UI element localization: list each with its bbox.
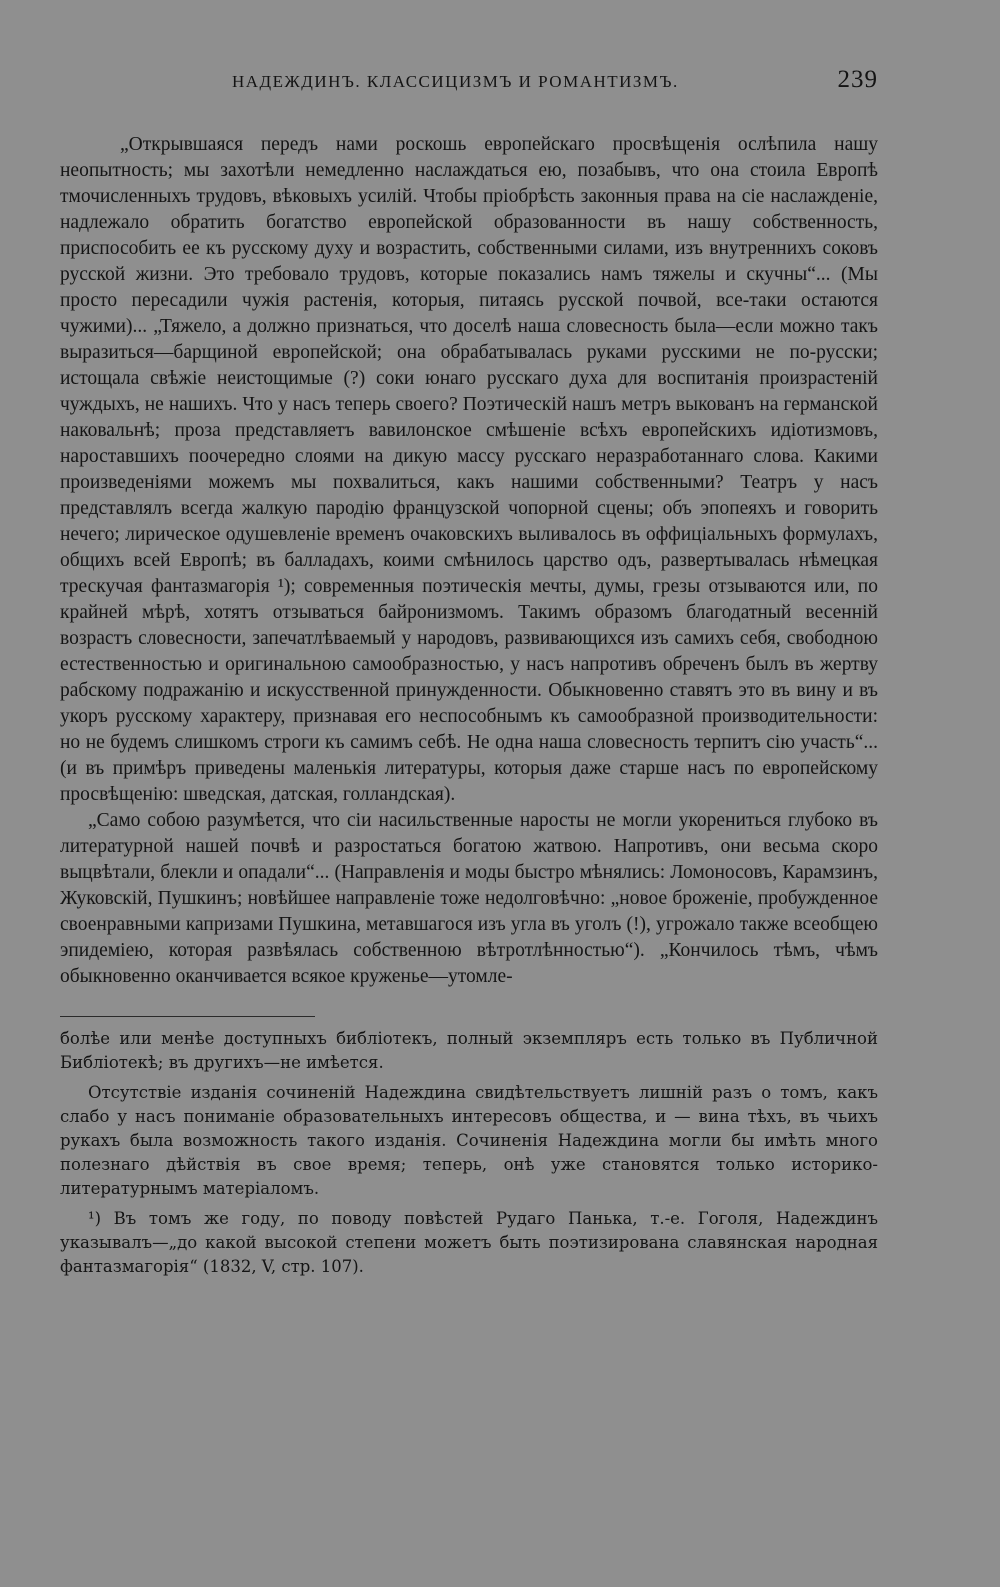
footnote-1: ¹) Въ томъ же году, по поводу повѣстей Рудаго Панька, т.-е. Гоголя, Надеждинъ указывалъ—„до какой высокой степени можетъ быть поэтизирована славянская народная фантазмагорія“ (1832, V, стр. 107). — [60, 1209, 878, 1276]
footnote-divider — [60, 1016, 315, 1017]
footnote: Отсутствіе изданія сочиненій Надеждина свидѣтельствуетъ лишній разъ о томъ, какъ слабо у насъ пониманіе образовательныхъ интересовъ общества, и — вина тѣхъ, въ чьихъ рукахъ была возможность такого изданія. Сочиненія Надеждина могли бы имѣть много полезнаго дѣйствія въ свое время; теперь, онѣ уже становятся только историко-литературнымъ матеріаломъ. — [60, 1083, 878, 1198]
running-title: НАДЕЖДИНЪ. КЛАССИЦИЗМЪ И РОМАНТИЗМЪ. — [232, 72, 679, 91]
paragraph: „Открывшаяся передъ нами роскошь европейскаго просвѣщенія ослѣпила нашу неопытность; мы захотѣли немедленно наслаждаться ею, позабывъ, что она стоила Европѣ тмочисленныхъ трудовъ, вѣковыхъ усилій. Чтобы пріобрѣсть законныя права на сіе наслажденіе, надлежало обратить богатство европейской образованности въ нашу собственность, приспособить ее къ русскому духу и возрастить, собственными силами, изъ внутреннихъ соковъ русской жизни. Это требовало трудовъ, которые показались намъ тяжелы и скучны“... (Мы просто пересадили чужія растенія, которыя, питаясь русской почвой, все-таки остаются чужими)... „Тяжело, а должно признаться, что доселѣ наша словесность была—если можно такъ выразиться—барщиной европейской; она обрабатывалась руками русскими не по-русски; истощала свѣжіе неистощимые (?) соки юнаго русскаго духа для воспитанія произрастеній чуждыхъ, не нашихъ. Что у насъ теперь своего? Поэтическій нашъ метръ выкованъ на германской наковальнѣ; проза представляетъ вавилонское смѣшеніе всѣхъ европейскихъ идіотизмовъ, нароставшихъ поочередно слоями на дикую массу русскаго неразработаннаго слова. Какими произведеніями можемъ мы похвалиться, какъ нашими собственными? Театръ у насъ представлялъ всегда жалкую пародію французской чопорной сцены; объ эпопеяхъ и говорить нечего; лирическое одушевленіе временъ очаковскихъ выливалось въ оффиціальныхъ формулахъ, общихъ всей Европѣ; въ балладахъ, коими смѣнилось царство одъ, развертывалась нѣмецкая трескучая фантазмагорія ¹); современныя поэтическія мечты, думы, грезы отзываются или, по крайней мѣрѣ, хотятъ отзываться байронизмомъ. Такимъ образомъ благодатный весенній возрастъ словесности, запечатлѣваемый у народовъ, развивающихся изъ самихъ себя, свободною естественностью и оригинальною самообразностью, у насъ напротивъ обреченъ былъ въ жертву рабскому подражанію и искусственной принужденности. Обыкновенно ставятъ это въ вину и въ укоръ русскому характеру, признавая его неспособнымъ къ самообразной производительности: но не будемъ слишкомъ строги къ самимъ себѣ. Не одна наша словесность терпитъ сію участь“... (и въ примѣръ приведены маленькія литературы, которыя даже старше насъ по европейскому просвѣщенію: шведская, датская, голландская). — [60, 134, 878, 805]
running-head — [60, 66, 878, 108]
book-page — [60, 66, 878, 1285]
main-text — [60, 132, 878, 990]
footnote-continuation: болѣе или менѣе доступныхъ библіотекъ, полный экземпляръ есть только въ Публичной Библіотекѣ; въ другихъ—не имѣется. — [60, 1029, 878, 1072]
footnotes — [60, 1027, 878, 1279]
paragraph: „Само собою разумѣется, что сіи насильственные наросты не могли укорениться глубоко въ литературной нашей почвѣ и разростаться богатою жатвою. Напротивъ, они весьма скоро выцвѣтали, блекли и опадали“... (Направленія и моды быстро мѣнялись: Ломоносовъ, Карамзинъ, Жуковскій, Пушкинъ; новѣйшее направленіе тоже недолговѣчно: „новое броженіе, пробужденное своенравными капризами Пушкина, метавшагося изъ угла въ уголъ (!), угрожало также всеобщею эпидеміею, которая развѣялась собственною вѣтротлѣнностью“). „Кончилось тѣмъ, чѣмъ обыкновенно оканчивается всякое круженье—утомле- — [60, 810, 878, 987]
page-number: 239 — [837, 66, 878, 93]
